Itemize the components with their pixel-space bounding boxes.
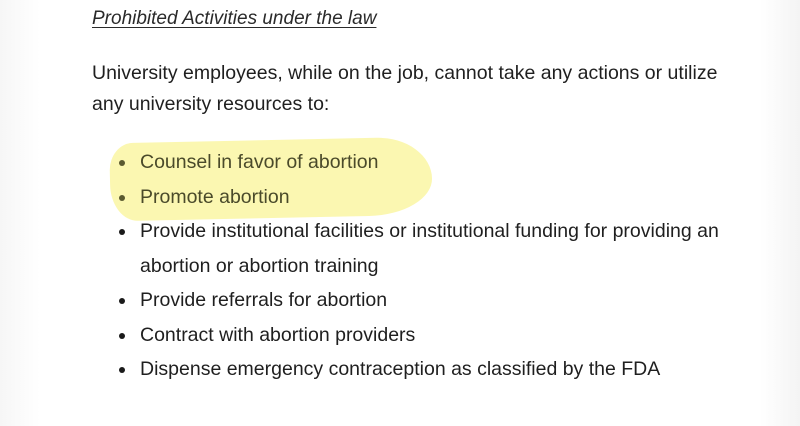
list-item [92,352,752,387]
list-item-text: Promote abortion [140,185,290,208]
list-item-text: Provide referrals for abortion [140,289,388,311]
section-heading: Prohibited Activities under the law [92,8,377,29]
bullet-icon [119,195,125,201]
list-item [92,214,752,283]
list-item-text: Contract with abortion providers [140,323,416,346]
prohibited-activities-list [92,145,752,387]
list-item [92,145,752,180]
intro-paragraph: University employees, while on the job, cannot take any actions or utilize any university resources to: [92,62,718,115]
list-item-text: Counsel in favor of abortion [140,151,379,173]
list-item [92,318,752,353]
list-item [92,283,752,318]
bullet-icon [119,333,125,339]
list-item-text: Provide institutional facilities or institutional funding for providing an abortion or abortion training [140,220,719,277]
list-item [92,180,752,215]
bullet-icon [119,367,125,373]
bullet-icon [119,298,125,304]
list-item-text: Dispense emergency contraception as classified by the FDA [140,358,661,380]
bullet-icon [119,229,125,235]
bullet-icon [119,160,125,166]
